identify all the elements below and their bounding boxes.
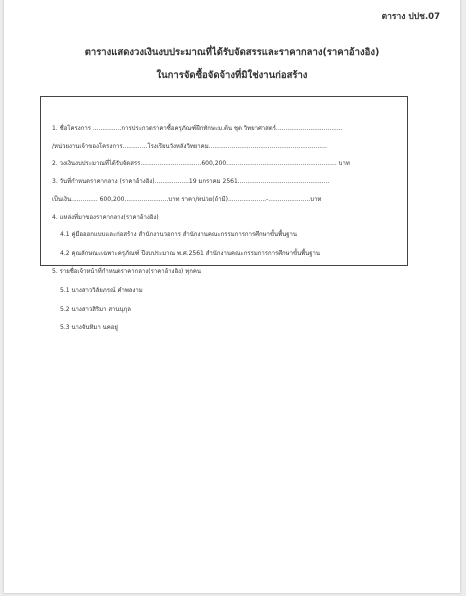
form-code: ตาราง ปปช.07 bbox=[381, 12, 440, 22]
budget-line: 2. วงเงินงบประมาณที่ได้รับจัดสรร................................600,200.......................................................... บาท bbox=[52, 160, 350, 167]
price-source-item: 4.2 คุณลักษณะเฉพาะครุภัณฑ์ ปีงบประมาณ พ.ศ.2561 สำนักงานคณะกรรมการการศึกษาขั้นพื้นฐาน bbox=[60, 250, 321, 257]
document-page bbox=[4, 0, 460, 593]
document-title: ตารางแสดงวงเงินงบประมาณที่ได้รับจัดสรรและราคากลาง(ราคาอ้างอิง) bbox=[84, 47, 380, 58]
agency-line: /หน่วยงานเจ้าของโครงการ.............โรงเรียนวังหลังวิทยาคม.............................................................. bbox=[52, 143, 327, 150]
committee-member: 5.1 นางสาววิลัยภรณ์ คำพลงาม bbox=[60, 287, 143, 294]
price-source-item: 4.1 คู่มือออกแบบและก่อสร้าง สำนักงานวอการ สำนักงานคณะกรรมการการศึกษาขั้นพื้นฐาน bbox=[60, 231, 297, 238]
project-name-line: 1. ชื่อโครงการ ...............การประกวดราคาซื้อครุภัณฑ์ฝึกทักษะม.ต้น ชุด วิทยาศาสตร์................................... bbox=[52, 125, 343, 132]
committee-heading: 5. รายชื่อเจ้าหน้าที่กำหนดราคากลาง(ราคาอ้างอิง) ทุกคน bbox=[52, 268, 201, 275]
price-source-heading: 4. แหล่งที่มาของราคากลาง(ราคาอ้างอิง) bbox=[52, 214, 159, 221]
amount-line: เป็นเงิน.............. 600,200.......................บาท ราคา/หน่วย(ถ้ามี)....................-......................บาท bbox=[52, 196, 322, 203]
committee-member: 5.3 นางจันทิมา นคอยู่ bbox=[60, 324, 118, 331]
document-subtitle: ในการจัดซื้อจัดจ้างที่มิใช่งานก่อสร้าง bbox=[156, 70, 308, 81]
price-date-line: 3. วันที่กำหนดราคากลาง (ราคาอ้างอิง)..................19 มกราคม 2561................................................ bbox=[52, 178, 330, 185]
committee-member: 5.2 นางสาวสิริมา สานนุกุล bbox=[60, 306, 131, 313]
